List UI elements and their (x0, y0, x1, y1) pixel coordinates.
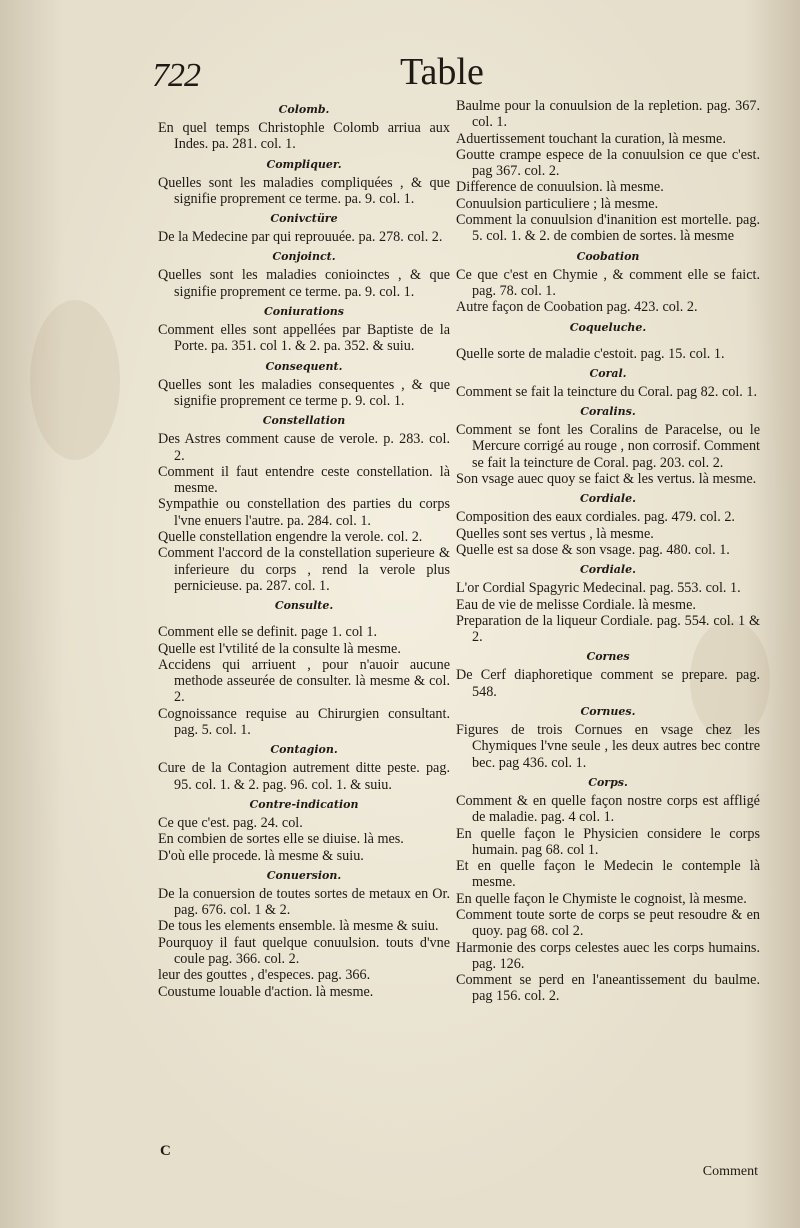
index-section (158, 935, 450, 1000)
index-entry: Comment elles sont appellées par Baptiste de la Porte. pa. 351. col 1. & 2. pa. 352. & suiu. (158, 322, 450, 355)
index-entry: Sympathie ou constellation des parties du corps l'vne enuers l'autre. pa. 284. col. 1. (158, 496, 450, 529)
index-entry: Difference de conuulsion. là mesme. (456, 179, 664, 196)
section-heading: Cornes (586, 650, 630, 664)
section-heading: Corps. (588, 775, 628, 789)
index-section (456, 98, 760, 245)
section-heading: Conivctüre (270, 212, 338, 226)
running-head: Table (400, 51, 484, 93)
left-column (158, 98, 450, 1000)
section-heading: Conjoinct. (272, 250, 336, 264)
index-entry: Preparation de la liqueur Cordiale. pag. 554. col. 1 & 2. (456, 612, 760, 646)
index-section (158, 741, 450, 793)
index-entry: De la Medecine par qui reprouuée. pa. 278. col. 2. (158, 229, 443, 246)
index-section (158, 597, 450, 738)
section-heading: Contagion. (270, 743, 338, 757)
index-section (456, 703, 760, 771)
index-entry: Quelle constellation engendre la verole. col. 2. (158, 529, 423, 546)
index-entry: leur des gouttes , d'especes. pag. 366. (158, 967, 371, 984)
index-section (456, 490, 760, 558)
index-entry: Comment se fait la teincture du Coral. pag 82. col. 1. (456, 383, 758, 400)
index-section (456, 403, 760, 487)
page-number: 722 (152, 57, 200, 94)
index-section (456, 248, 760, 316)
index-section (456, 561, 760, 645)
index-section (158, 210, 450, 245)
section-heading: Coqueluche. (569, 320, 647, 334)
index-entry: Pourquoy il faut quelque conuulsion. touts d'vne coule pag. 366. col. 2. (158, 934, 450, 967)
index-entry: De Cerf diaphoretique comment se prepare. pag. 548. (456, 667, 760, 700)
section-heading: Cordiale. (580, 492, 636, 506)
index-entry: Quelle est l'vtilité de la consulte là mesme. (158, 640, 401, 657)
index-entry: Et en quelle façon le Medecin le contemple là mesme. (456, 858, 760, 891)
index-entry: Cognoissance requise au Chirurgien consultant. pag. 5. col. 1. (158, 705, 450, 739)
entry-gap (456, 338, 760, 346)
index-entry: En quelle façon le Chymiste le cognoist, là mesme. (456, 890, 747, 907)
section-heading: Conuersion. (266, 868, 342, 882)
section-heading: Coniurations (264, 305, 344, 319)
index-section (456, 648, 760, 700)
index-entry: Ce que c'est en Chymie , & comment elle se faict. pag. 78. col. 1. (456, 266, 760, 299)
index-entry: Accidens qui arriuent , pour n'auoir aucune methode asseurée de consulter. là mesme & col. 2. (158, 656, 450, 706)
section-heading: Consequent. (265, 359, 343, 373)
section-heading: Cornues. (580, 705, 636, 719)
index-entry: Cure de la Contagion autrement ditte peste. pag. 95. col. 1. & 2. pag. 96. col. 1. & suiu. (158, 760, 450, 793)
index-entry: En combien de sortes elle se diuise. là mes. (158, 831, 404, 848)
index-entry: Quelles sont les maladies consequentes , & que signifie proprement ce terme p. 9. col. 1. (158, 376, 450, 409)
index-entry: En quel temps Christophle Colomb arriua aux Indes. pa. 281. col. 1. (158, 120, 450, 153)
index-entry: Ce que c'est. pag. 24. col. (158, 814, 303, 831)
entry-gap (158, 616, 450, 624)
index-entry: Aduertissement touchant la curation, là mesme. (456, 130, 726, 147)
index-entry: En quelle façon le Physicien considere le corps humain. pag 68. col 1. (456, 825, 760, 858)
catchword: Comment (702, 1164, 758, 1179)
index-section (158, 156, 450, 208)
section-heading: Colomb. (278, 103, 330, 116)
index-entry: Comment la conuulsion d'inanition est mortelle. pag. 5. col. 1. & 2. de combien de sortes. là mesme (456, 212, 760, 245)
index-entry: Quelles sont ses vertus , là mesme. (456, 525, 654, 542)
index-entry: Quelle est sa dose & son vsage. pag. 480. col. 1. (456, 541, 730, 558)
index-entry: L'or Cordial Spagyric Medecinal. pag. 553. col. 1. (456, 580, 741, 597)
paper-stain (30, 300, 120, 460)
index-entry: Autre façon de Coobation pag. 423. col. 2. (456, 299, 698, 316)
section-heading: Coobation (576, 249, 640, 263)
index-entry: Quelles sont les maladies conioinctes , & que signifie proprement ce terme. pa. 9. col. 1. (158, 267, 450, 300)
index-section (158, 101, 450, 153)
index-entry: Comment elle se definit. page 1. col 1. (158, 624, 378, 641)
index-entry: Goutte crampe espece de la conuulsion ce que c'est. pag 367. col. 2. (456, 146, 760, 180)
index-entry: Comment & en quelle façon nostre corps est affligé de maladie. pag. 4 col. 1. (456, 792, 760, 826)
index-entry: Figures de trois Cornues en vsage chez les Chymiques l'vne seule , les deux autres bec contre bec. pag 436. col. 1. (456, 722, 760, 771)
section-heading: Coral. (589, 366, 627, 380)
index-entry: Coustume louable d'action. là mesme. (158, 983, 374, 1000)
index-entry: D'où elle procede. là mesme & suiu. (158, 847, 364, 864)
index-section (158, 303, 450, 355)
section-heading: Cordiale. (580, 563, 636, 577)
index-entry: Eau de vie de melisse Cordiale. là mesme. (456, 596, 696, 613)
section-heading: Constellation (262, 414, 346, 428)
index-entry: Baulme pour la conuulsion de la repletion. pag. 367. col. 1. (456, 98, 760, 131)
index-entry: Comment se font les Coralins de Paracelse, ou le Mercure corrigé au rouge , non corrosif. Comment se fait la teincture de Coral. pag. 203. col. 2. (456, 422, 760, 471)
index-entry: Des Astres comment cause de verole. p. 283. col. 2. (158, 431, 450, 464)
index-section (456, 774, 760, 1005)
index-entry: Quelles sont les maladies compliquées , & que signifie proprement ce terme. pa. 9. col. 1. (158, 174, 450, 207)
index-entry: De tous les elements ensemble. là mesme & suiu. (158, 918, 439, 935)
index-entry: Quelle sorte de maladie c'estoit. pag. 15. col. 1. (456, 345, 725, 362)
index-entry: Comment se perd en l'aneantissement du baulme. pag 156. col. 2. (456, 972, 760, 1005)
right-column (456, 98, 760, 1005)
index-entry: Composition des eaux cordiales. pag. 479. col. 2. (456, 509, 735, 526)
index-entry: Harmonie des corps celestes auec les corps humains. pag. 126. (456, 939, 760, 972)
index-entry: De la conuersion de toutes sortes de metaux en Or. pag. 676. col. 1 & 2. (158, 885, 450, 919)
index-section (158, 867, 450, 935)
section-heading: Coralins. (580, 405, 636, 419)
section-heading: Compliquer. (266, 157, 342, 171)
index-entry: Comment toute sorte de corps se peut resoudre & en quoy. pag 68. col 2. (456, 906, 760, 940)
section-heading: Consulte. (274, 599, 334, 613)
index-entry: Conuulsion particuliere ; là mesme. (456, 195, 659, 212)
index-entry: Comment il faut entendre ceste constellation. là mesme. (158, 463, 450, 497)
index-section (456, 365, 760, 400)
index-section (158, 796, 450, 864)
index-section (456, 319, 760, 362)
index-section (158, 248, 450, 300)
index-section (158, 412, 450, 594)
signature-mark: C (160, 1143, 171, 1159)
index-entry: Son vsage auec quoy se faict & les vertus. là mesme. (456, 471, 757, 488)
index-entry: Comment l'accord de la constellation superieure & inferieure du corps , rend la verole plus pernicieuse. pa. 287. col. 1. (158, 545, 450, 594)
section-heading: Contre-indication (249, 797, 359, 811)
index-section (158, 358, 450, 410)
